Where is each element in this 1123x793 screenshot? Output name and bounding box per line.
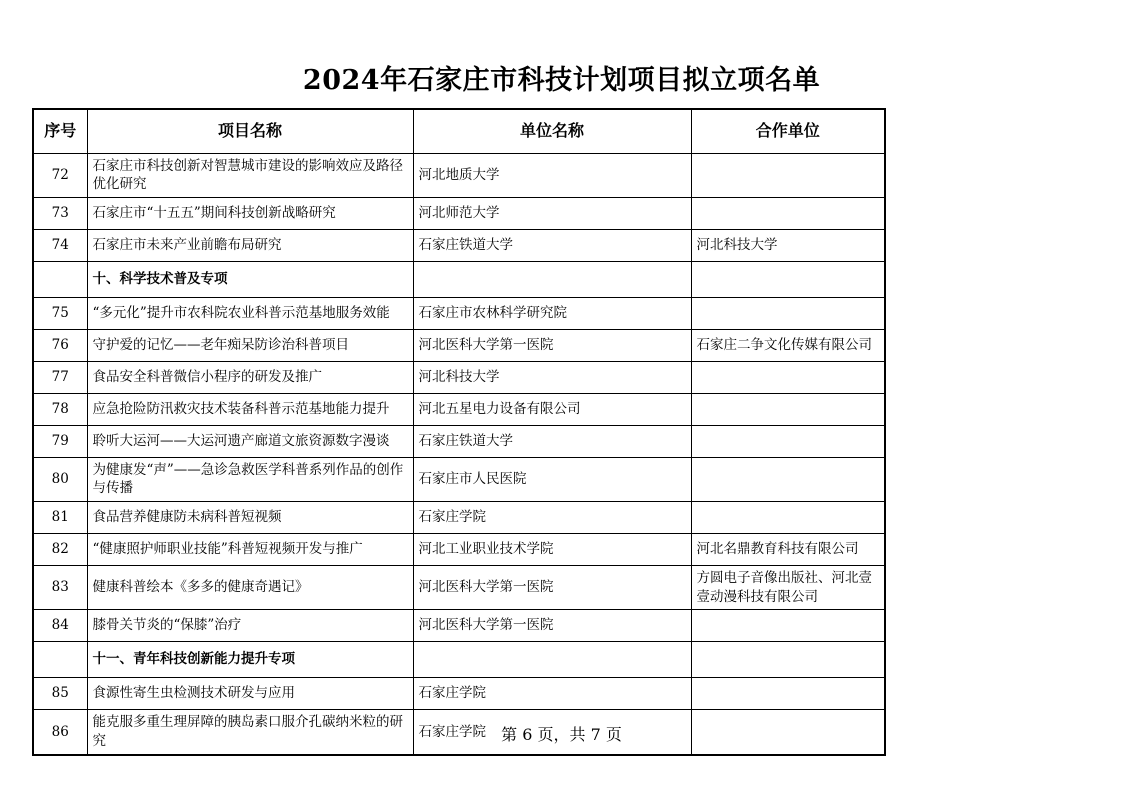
table-row <box>33 566 885 610</box>
cell-unit: 石家庄学院 <box>413 502 691 534</box>
table-row <box>33 329 885 361</box>
cell-project: 石家庄市未来产业前瞻布局研究 <box>87 229 413 261</box>
cell-project: “健康照护师职业技能”科普短视频开发与推广 <box>87 534 413 566</box>
table-row <box>33 297 885 329</box>
project-listing-table-container <box>32 108 884 756</box>
cell-unit: 石家庄铁道大学 <box>413 425 691 457</box>
table-row <box>33 361 885 393</box>
cell-cooperator <box>691 642 885 678</box>
cell-unit: 河北医科大学第一医院 <box>413 566 691 610</box>
cell-unit: 石家庄市人民医院 <box>413 457 691 501</box>
cell-seq: 76 <box>33 329 87 361</box>
cell-cooperator <box>691 425 885 457</box>
cell-project: 石家庄市科技创新对智慧城市建设的影响效应及路径优化研究 <box>87 153 413 197</box>
section-heading: 十、科学技术普及专项 <box>87 261 413 297</box>
cell-seq: 83 <box>33 566 87 610</box>
table-row <box>33 610 885 642</box>
cell-seq: 72 <box>33 153 87 197</box>
cell-unit: 河北地质大学 <box>413 153 691 197</box>
table-section-row <box>33 642 885 678</box>
cell-cooperator: 河北名鼎教育科技有限公司 <box>691 534 885 566</box>
cell-unit: 石家庄学院 <box>413 710 691 755</box>
cell-unit <box>413 261 691 297</box>
table-row <box>33 678 885 710</box>
table-row <box>33 457 885 501</box>
cell-seq: 82 <box>33 534 87 566</box>
cell-unit: 河北五星电力设备有限公司 <box>413 393 691 425</box>
cell-seq: 77 <box>33 361 87 393</box>
column-header-unit: 单位名称 <box>413 109 691 153</box>
table-header-row <box>33 109 885 153</box>
table-row <box>33 393 885 425</box>
cell-cooperator <box>691 261 885 297</box>
cell-seq: 75 <box>33 297 87 329</box>
cell-seq: 73 <box>33 197 87 229</box>
cell-project: “多元化”提升市农科院农业科普示范基地服务效能 <box>87 297 413 329</box>
table-header <box>33 109 885 153</box>
cell-seq <box>33 642 87 678</box>
cell-project: 膝骨关节炎的“保膝”治疗 <box>87 610 413 642</box>
cell-cooperator <box>691 197 885 229</box>
table-body <box>33 153 885 755</box>
cell-seq: 81 <box>33 502 87 534</box>
cell-cooperator <box>691 297 885 329</box>
cell-unit: 河北医科大学第一医院 <box>413 329 691 361</box>
section-heading: 十一、青年科技创新能力提升专项 <box>87 642 413 678</box>
cell-unit: 河北医科大学第一医院 <box>413 610 691 642</box>
cell-unit: 石家庄市农林科学研究院 <box>413 297 691 329</box>
cell-project: 食品营养健康防未病科普短视频 <box>87 502 413 534</box>
cell-cooperator: 河北科技大学 <box>691 229 885 261</box>
cell-seq: 74 <box>33 229 87 261</box>
cell-project: 守护爱的记忆——老年痴呆防诊治科普项目 <box>87 329 413 361</box>
cell-unit: 河北师范大学 <box>413 197 691 229</box>
table-row <box>33 425 885 457</box>
page-title: 2024年石家庄市科技计划项目拟立项名单 <box>302 65 821 96</box>
project-listing-table <box>32 108 886 756</box>
cell-cooperator: 石家庄二争文化传媒有限公司 <box>691 329 885 361</box>
table-row <box>33 153 885 197</box>
table-section-row <box>33 261 885 297</box>
cell-cooperator <box>691 610 885 642</box>
cell-cooperator: 方圆电子音像出版社、河北壹壹动漫科技有限公司 <box>691 566 885 610</box>
cell-project: 聆听大运河——大运河遗产廊道文旅资源数字漫谈 <box>87 425 413 457</box>
cell-seq: 86 <box>33 710 87 755</box>
cell-seq: 85 <box>33 678 87 710</box>
cell-unit: 石家庄铁道大学 <box>413 229 691 261</box>
cell-seq <box>33 261 87 297</box>
cell-project: 应急抢险防汛救灾技术装备科普示范基地能力提升 <box>87 393 413 425</box>
cell-project: 健康科普绘本《多多的健康奇遇记》 <box>87 566 413 610</box>
cell-unit: 河北工业职业技术学院 <box>413 534 691 566</box>
page-footer: 第 6 页，共 7 页 <box>501 725 622 744</box>
cell-project: 为健康发“声”——急诊急救医学科普系列作品的创作与传播 <box>87 457 413 501</box>
cell-unit <box>413 642 691 678</box>
cell-unit: 石家庄学院 <box>413 678 691 710</box>
cell-project: 能克服多重生理屏障的胰岛素口服介孔碳纳米粒的研究 <box>87 710 413 755</box>
cell-cooperator <box>691 393 885 425</box>
cell-cooperator <box>691 502 885 534</box>
cell-cooperator <box>691 457 885 501</box>
column-header-project: 项目名称 <box>87 109 413 153</box>
cell-seq: 79 <box>33 425 87 457</box>
cell-seq: 84 <box>33 610 87 642</box>
cell-project: 石家庄市“十五五”期间科技创新战略研究 <box>87 197 413 229</box>
cell-project: 食品安全科普微信小程序的研发及推广 <box>87 361 413 393</box>
cell-project: 食源性寄生虫检测技术研发与应用 <box>87 678 413 710</box>
column-header-cooperator: 合作单位 <box>691 109 885 153</box>
cell-unit: 河北科技大学 <box>413 361 691 393</box>
table-row <box>33 502 885 534</box>
cell-seq: 80 <box>33 457 87 501</box>
table-row <box>33 197 885 229</box>
cell-cooperator <box>691 153 885 197</box>
table-row <box>33 229 885 261</box>
cell-cooperator <box>691 678 885 710</box>
column-header-seq: 序号 <box>33 109 87 153</box>
cell-cooperator <box>691 361 885 393</box>
table-row <box>33 534 885 566</box>
cell-seq: 78 <box>33 393 87 425</box>
